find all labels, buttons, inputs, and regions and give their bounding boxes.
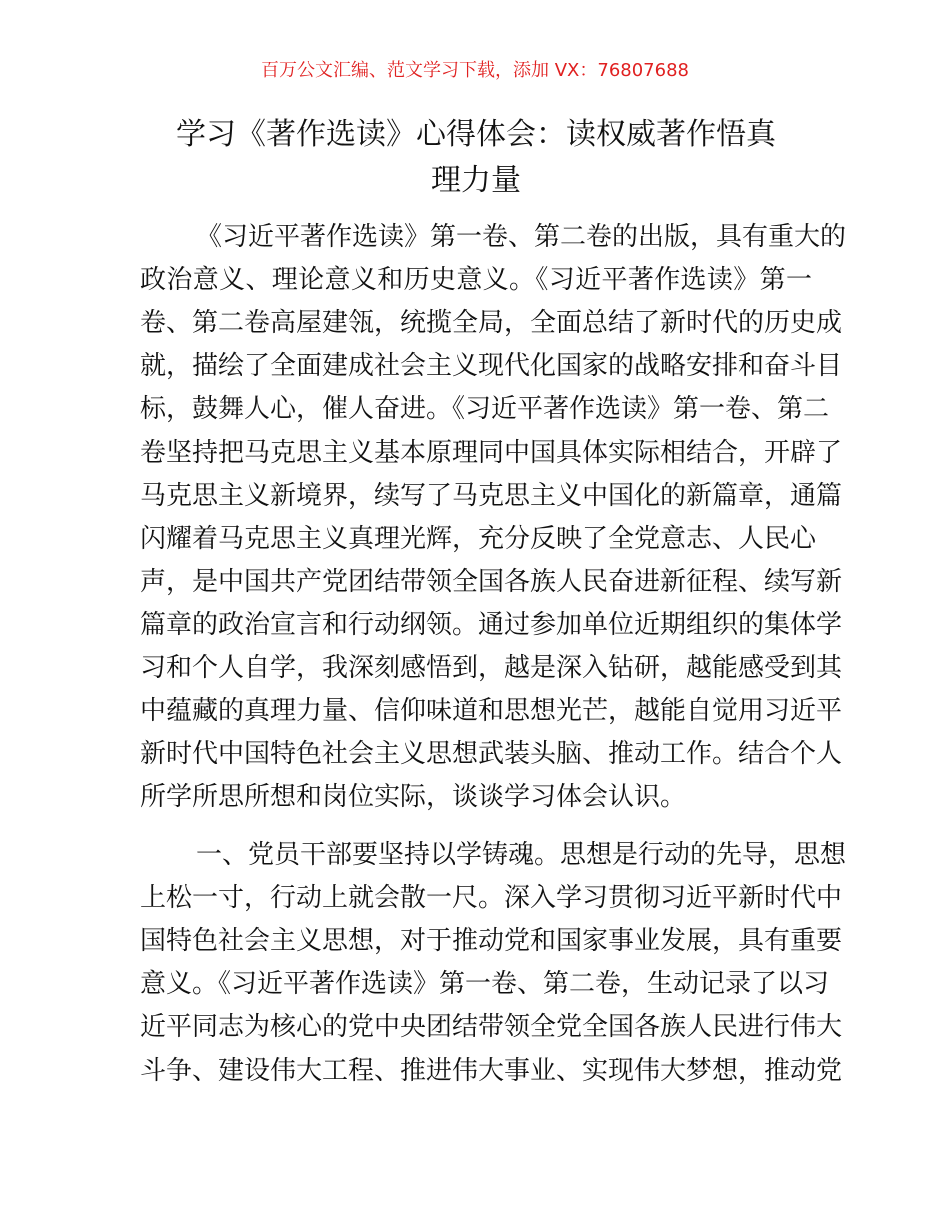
paragraph-2-line: 近平同志为核心的党中央团结带领全党全国各族人民进行伟大 xyxy=(140,1012,843,1043)
paragraph-1-line: 新时代中国特色社会主义思想武装头脑、推动工作。结合个人 xyxy=(140,739,843,770)
paragraph-1-line: 政治意义、理论意义和历史意义。《习近平著作选读》第一 xyxy=(140,265,812,296)
paragraph-2-line: 一、党员干部要坚持以学铸魂。思想是行动的先导，思想 xyxy=(196,840,847,870)
paragraph-1-line: 闪耀着马克思主义真理光辉，充分反映了全党意志、人民心 xyxy=(140,523,817,554)
paragraph-1-line: 标，鼓舞人心，催人奋进。《习近平著作选读》第一卷、第二 xyxy=(140,394,830,425)
paragraph-2-line: 上松一寸，行动上就会散一尺。深入学习贯彻习近平新时代中 xyxy=(140,883,843,914)
paragraph-1-line: 卷、第二卷高屋建瓴，统揽全局，全面总结了新时代的历史成 xyxy=(140,308,843,339)
document-title-line-2: 理力量 xyxy=(431,163,521,198)
paragraph-1-line: 习和个人自学，我深刻感悟到，越是深入钻研，越能感受到其 xyxy=(140,653,843,683)
watermark-header: 百万公文汇编、范文学习下载，添加 VX：76807688 xyxy=(261,60,689,81)
document-title-line-1: 学习《著作选读》心得体会：读权威著作悟真 xyxy=(176,117,776,152)
paragraph-1-line: 就，描绘了全面建成社会主义现代化国家的战略安排和奋斗目 xyxy=(140,351,843,382)
paragraph-2-line: 意义。《习近平著作选读》第一卷、第二卷，生动记录了以习 xyxy=(140,969,830,1000)
paragraph-1-line: 马克思主义新境界，续写了马克思主义中国化的新篇章，通篇 xyxy=(140,480,843,511)
paragraph-1-line: 卷坚持把马克思主义基本原理同中国具体实际相结合，开辟了 xyxy=(140,437,843,468)
paragraph-1-line: 中蕴藏的真理力量、信仰味道和思想光芒，越能自觉用习近平 xyxy=(140,696,843,727)
paragraph-1-line: 篇章的政治宣言和行动纲领。通过参加单位近期组织的集体学 xyxy=(140,609,843,640)
paragraph-2-line: 斗争、建设伟大工程、推进伟大事业、实现伟大梦想，推动党 xyxy=(140,1055,843,1086)
paragraph-1-line: 所学所思所想和岗位实际，谈谈学习体会认识。 xyxy=(140,782,687,813)
paragraph-1-line: 声，是中国共产党团结带领全国各族人民奋进新征程、续写新 xyxy=(140,566,843,597)
paragraph-1-line: 《习近平著作选读》第一卷、第二卷的出版，具有重大的 xyxy=(196,222,847,252)
paragraph-2-line: 国特色社会主义思想，对于推动党和国家事业发展，具有重要 xyxy=(140,926,843,957)
